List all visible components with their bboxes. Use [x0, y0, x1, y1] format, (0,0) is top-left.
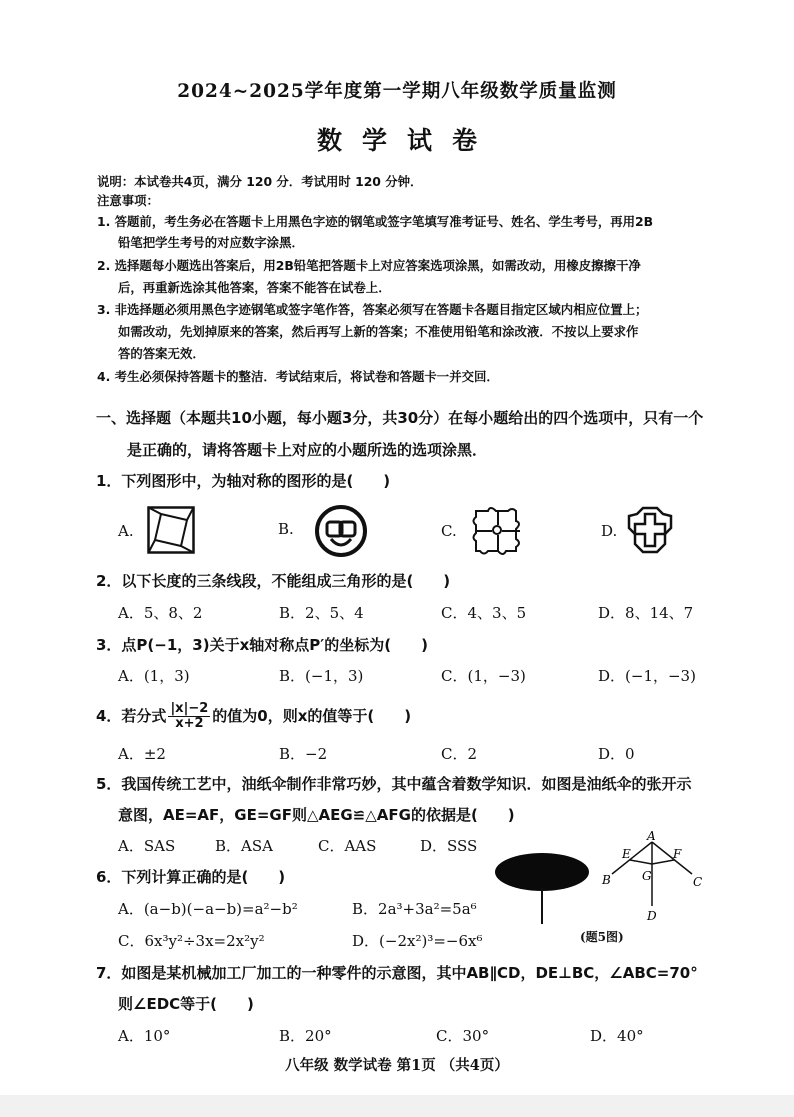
q5-option-d: D．SSS — [420, 837, 478, 855]
q4-option-c: C．2 — [441, 745, 478, 763]
note-line: 答的答案无效． — [118, 346, 205, 361]
q7-option-b: B．20° — [279, 1027, 332, 1045]
umbrella-figure — [493, 850, 593, 925]
note-line: 2. 选择题每小题选出答案后，用2B铅笔把答题卡上对应答案选项涂黑，如需改动，用橡皮擦擦干净 — [97, 258, 641, 273]
note-line: 4. 考生必须保持答题卡的整洁．考试结束后，将试卷和答题卡一并交回． — [97, 369, 499, 384]
cross-flower-figure — [625, 504, 675, 556]
question-6-stem: 6．下列计算正确的是( ) — [96, 868, 286, 886]
q3-option-a: A．(1，3) — [118, 667, 190, 685]
q5-option-a: A．SAS — [118, 837, 176, 855]
q4-option-d: D．0 — [598, 745, 635, 763]
q3-option-d: D．(−1，−3) — [598, 667, 696, 685]
q2-option-b: B．2、5、4 — [279, 604, 364, 622]
q1-option-label-c: C. — [441, 522, 457, 540]
page-footer: 八年级 数学试卷 第1页 （共4页） — [285, 1057, 509, 1074]
figure-caption: (题5图) — [580, 930, 624, 944]
pinwheel-square-figure — [147, 506, 195, 554]
q3-option-c: C．(1，−3) — [441, 667, 526, 685]
point-label: G — [642, 869, 652, 883]
exam-title: 2024~2025学年度第一学期八年级数学质量监测 — [177, 81, 617, 102]
scan-edge — [0, 1095, 794, 1117]
q6-option-b: B．2a³+3a²=5a⁶ — [352, 900, 477, 918]
question-5-stem-cont: 意图，AE=AF，GE=GF则△AEG≌△AFG的依据是( ) — [118, 806, 515, 824]
exam-subtitle: 数学试卷 — [316, 126, 497, 155]
notes-intro: 说明：本试卷共4页，满分 120 分．考试用时 120 分钟． — [97, 174, 423, 189]
point-label: D — [647, 909, 657, 923]
section-heading: 一、选择题（本题共10小题，每小题3分，共30分）在每小题给出的四个选项中，只有一个 — [96, 409, 704, 427]
point-label: F — [673, 847, 682, 861]
note-line: 铅笔把学生考号的对应数字涂黑． — [118, 235, 304, 250]
point-label: C — [693, 875, 703, 889]
question-2-stem: 2．以下长度的三条线段，不能组成三角形的是( ) — [96, 572, 451, 590]
q4-suffix: 的值为0，则x的值等于( ) — [212, 707, 412, 725]
q4-prefix: 4．若分式 — [96, 707, 167, 725]
point-label: A — [647, 829, 656, 843]
q5-option-c: C．AAS — [318, 837, 377, 855]
q6-option-a: A．(a−b)(−a−b)=a²−b² — [118, 900, 298, 918]
question-7-stem: 7．如图是某机械加工厂加工的一种零件的示意图，其中AB∥CD，DE⊥BC，∠ABC=70° — [96, 964, 698, 982]
point-label: E — [622, 847, 631, 861]
q4-fraction — [168, 702, 210, 731]
q4-option-a: A．±2 — [118, 745, 166, 763]
q1-option-label-d: D. — [601, 522, 618, 540]
q2-option-c: C．4、3、5 — [441, 604, 527, 622]
q2-option-d: D．8、14、7 — [598, 604, 694, 622]
q7-option-a: A．10° — [118, 1027, 171, 1045]
q2-option-a: A．5、8、2 — [118, 604, 203, 622]
q4-option-b: B．−2 — [279, 745, 328, 763]
note-line: 1. 答题前，考生务必在答题卡上用黑色字迹的钢笔或签字笔填写准考证号、姓名、学生考号，再用2B — [97, 214, 654, 229]
q5-option-b: B．ASA — [215, 837, 273, 855]
q3-option-b: B．(−1，3) — [279, 667, 364, 685]
q4-numerator: |x|−2 — [170, 701, 209, 716]
section-heading-cont: 是正确的，请将答题卡上对应的小题所选的选项涂黑． — [127, 441, 488, 459]
point-label: B — [602, 873, 611, 887]
note-line: 如需改动，先划掉原来的答案，然后再写上新的答案；不准使用铅笔和涂改液．不按以上要求作 — [118, 324, 639, 339]
notes-heading: 注意事项： — [97, 193, 159, 208]
q6-option-d: D．(−2x²)³=−6x⁶ — [352, 932, 483, 950]
question-4-stem — [96, 702, 411, 731]
note-line: 3. 非选择题必须用黑色字迹钢笔或签字笔作答，答案必须写在答题卡各题目指定区域内相应位置上； — [97, 302, 648, 317]
puzzle-pieces-figure — [472, 505, 524, 557]
question-3-stem: 3．点P(−1，3)关于x轴对称点P′的坐标为( ) — [96, 636, 428, 654]
double-coin-figure — [306, 505, 376, 557]
question-5-stem: 5．我国传统工艺中，油纸伞制作非常巧妙，其中蕴含着数学知识．如图是油纸伞的张开示 — [96, 775, 692, 793]
note-line: 后，再重新选涂其他答案，答案不能答在试卷上． — [118, 280, 391, 295]
q1-option-label-b: B. — [278, 520, 294, 538]
q7-option-d: D．40° — [590, 1027, 644, 1045]
triangle-diagram-figure — [600, 829, 710, 926]
question-1-stem: 1．下列图形中，为轴对称的图形的是( ) — [96, 472, 391, 490]
question-7-stem-cont: 则∠EDC等于( ) — [118, 995, 254, 1013]
q7-option-c: C．30° — [436, 1027, 490, 1045]
q1-option-label-a: A. — [118, 522, 134, 540]
q4-denominator: x+2 — [175, 716, 204, 731]
q6-option-c: C．6x³y²÷3x=2x²y² — [118, 932, 265, 950]
